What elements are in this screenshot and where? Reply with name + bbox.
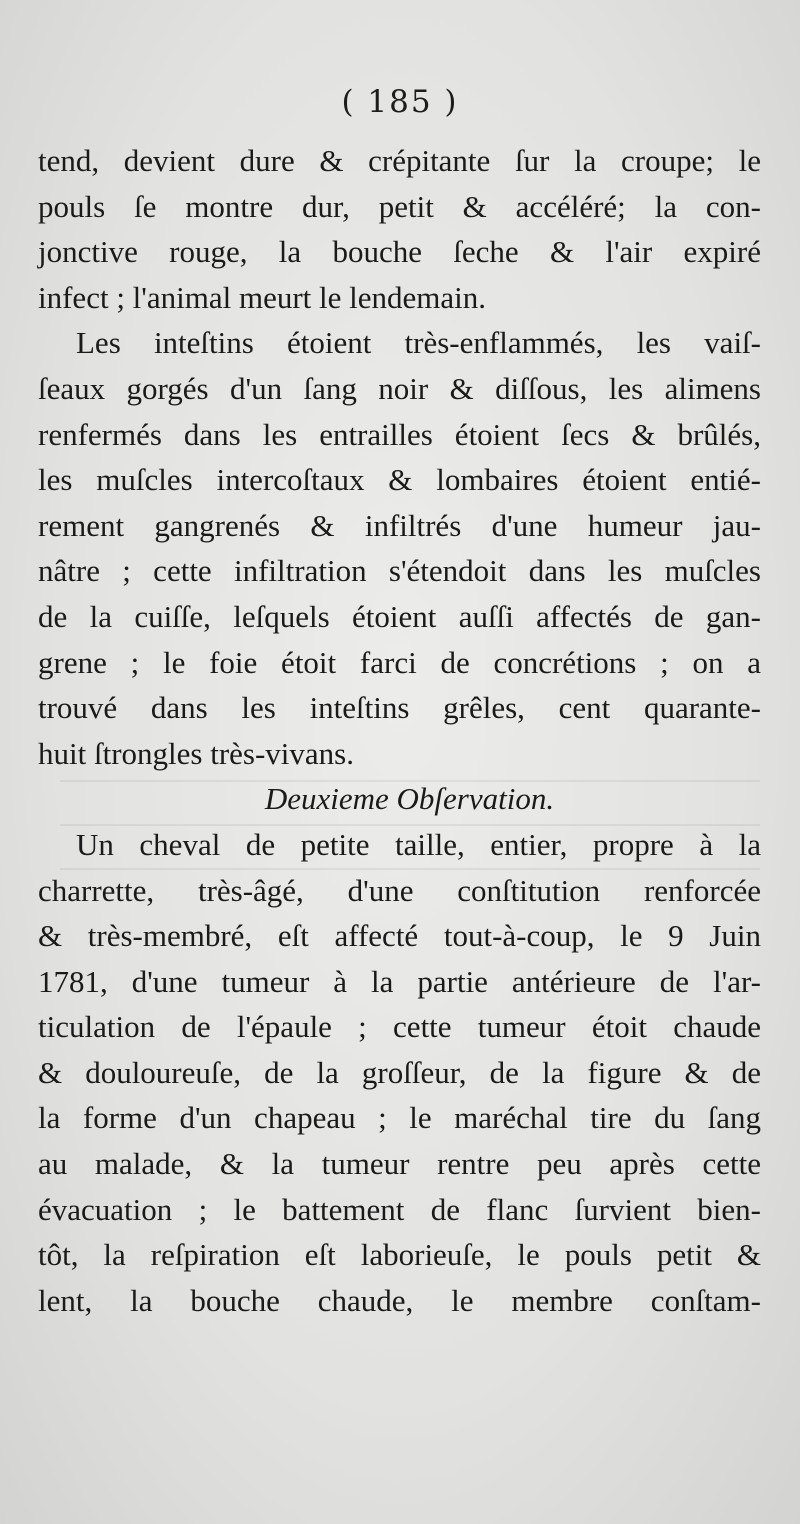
text-line: au malade, & la tumeur rentre peu après cette [38, 1146, 761, 1182]
text-line: tend, devient dure & crépitante ſur la croupe; le [38, 143, 761, 178]
body-text [38, 138, 761, 1323]
text-line: les muſcles intercoſtaux & lombaires étoient entié- [38, 462, 761, 498]
text-line: rement gangrenés & infiltrés d'une humeur jau- [38, 507, 761, 543]
paragraph-first-line: Un cheval de petite taille, entier, propre à la [76, 826, 761, 862]
text-line: 1781, d'une tumeur à la partie antérieure de l'ar- [38, 963, 761, 999]
text-line: pouls ſe montre dur, petit & accéléré; la con- [38, 188, 761, 224]
text-line: tôt, la reſpiration eſt laborieuſe, le pouls petit & [38, 1237, 761, 1273]
text-line: nâtre ; cette infiltration s'étendoit dans les muſcles [38, 553, 761, 589]
text-line: huit ſtrongles très-vivans. [38, 735, 354, 771]
text-line: renfermés dans les entrailles étoient ſecs & brûlés, [38, 416, 761, 452]
section-heading: Deuxieme Obſervation. [264, 781, 555, 817]
text-line: jonctive rouge, la bouche ſeche & l'air expiré [38, 234, 761, 270]
text-line: la forme d'un chapeau ; le maréchal tire du ſang [38, 1100, 761, 1136]
text-line: grene ; le foie étoit farci de concrétions ; on a [38, 644, 761, 680]
paragraph-first-line: Les inteſtins étoient très-enflammés, les vaiſ- [76, 325, 761, 361]
text-line: trouvé dans les inteſtins grêles, cent quarante- [38, 690, 761, 726]
text-line: & très-membré, eſt affecté tout-à-coup, le 9 Juin [38, 918, 761, 954]
text-line: infect ; l'animal meurt le lendemain. [38, 279, 487, 315]
page-number: ( 185 ) [341, 84, 459, 120]
text-line: de la cuiſſe, leſquels étoient auſſi affectés de gan- [38, 598, 761, 634]
text-line: ticulation de l'épaule ; cette tumeur étoit chaude [38, 1009, 761, 1045]
text-line: charrette, très-âgé, d'une conſtitution renforcée [38, 872, 761, 908]
text-line: lent, la bouche chaude, le membre conſtam- [38, 1282, 761, 1318]
text-line: & douloureuſe, de la groſſeur, de la figure & de [38, 1054, 761, 1090]
text-line: évacuation ; le battement de flanc ſurvient bien- [38, 1191, 761, 1227]
text-line: ſeaux gorgés d'un ſang noir & diſſous, les alimens [38, 370, 761, 406]
